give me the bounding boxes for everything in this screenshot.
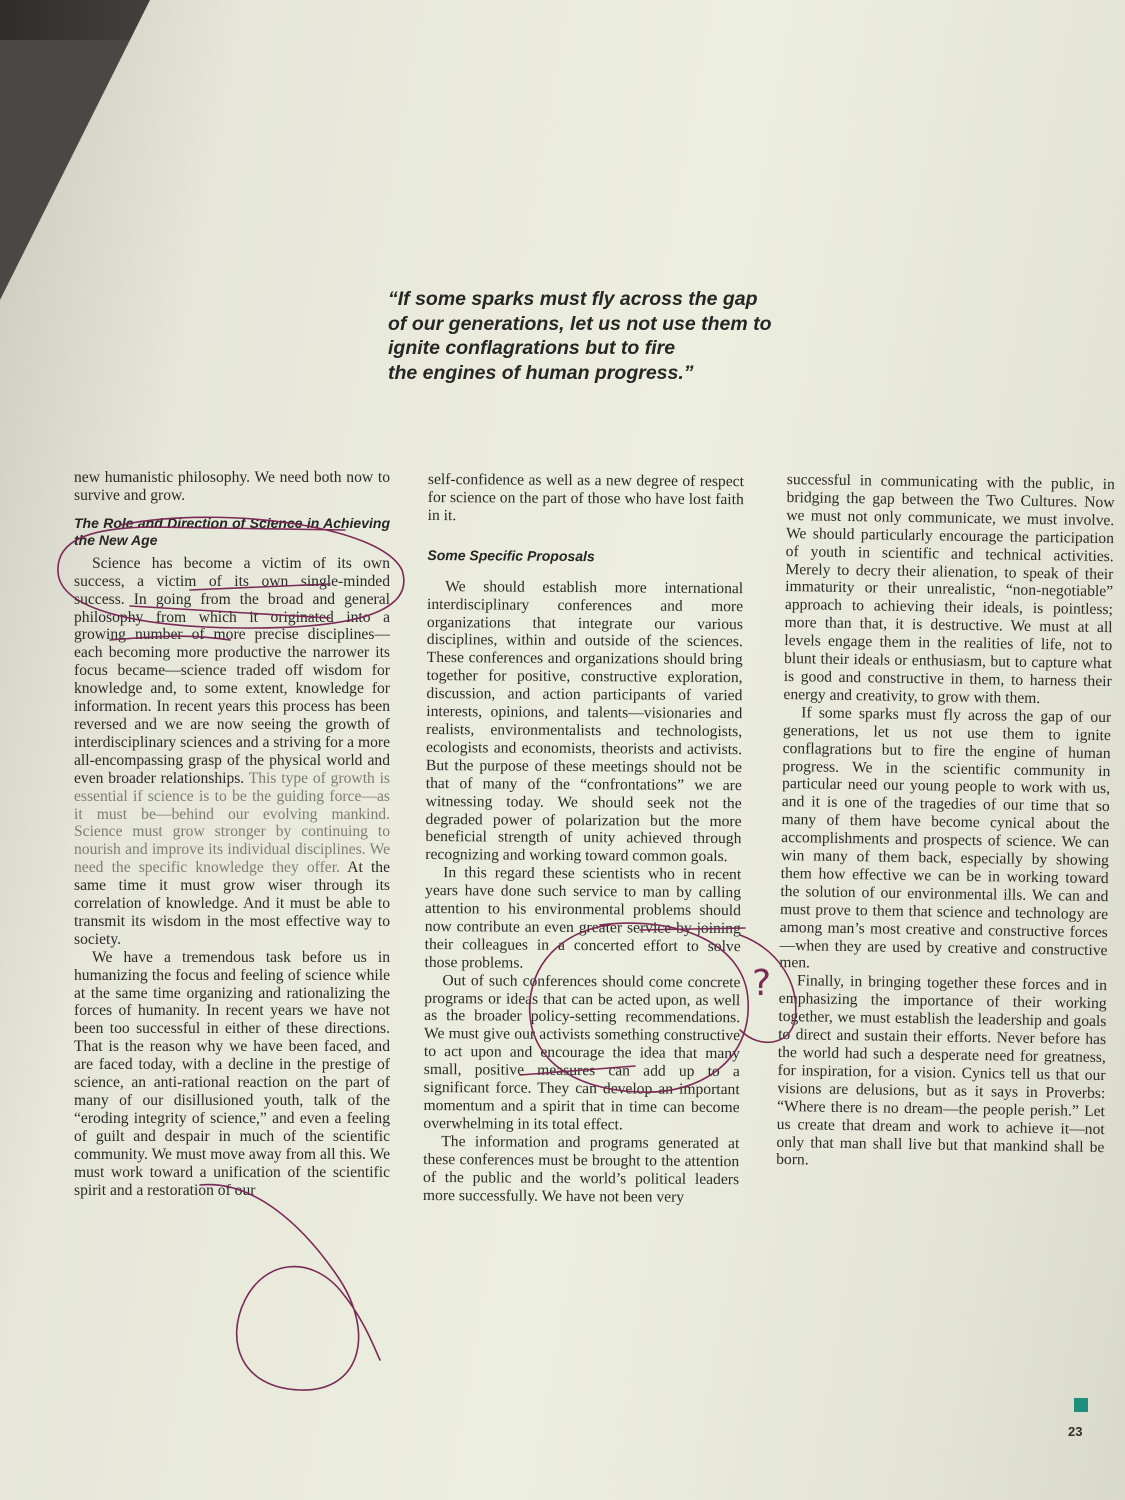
paragraph: We have a tremendous task before us in humanizing the focus and feeling of science while at the same time organizing and rationalizing the forces of humanity. In recent years we have not been too successful in either of these directions. That is the reason why we have been faced, and are faced today, with a decline in the prestige of science, an anti-rational reaction on the part of many of our disillusioned youth, talk of the “eroding integrity of science,” and even a feeling of guilt and despair in much of the scientific community. We must move away from all this. We must work toward a unification of the scientific spirit and a restoration of our — [74, 948, 390, 1199]
paragraph: Out of such conferences should come concrete programs or ideas that can be acted upon, as well as the broader policy-setting recommendations. We must give our activists something constructive to act upon and encourage the idea that many small, positive measures can add up to a significant force. They can develop an important momentum and a spirit that in time can become overwhelming in its total effect. — [423, 971, 741, 1134]
paragraph: self-confidence as well as a new degree of respect for science on the part of those who have lost faith in it. — [427, 471, 744, 525]
paragraph: new humanistic philosophy. We need both now to survive and grow. — [74, 469, 390, 504]
pull-quote: “If some sparks must fly across the gap of our generations, let us not use them to ignite conflagrations but to fire the engines of human progress.” — [388, 288, 772, 384]
question-mark-annotation: ? — [752, 963, 772, 1004]
paragraph: If some sparks must fly across the gap of our generations, let us not use them to ignite conflagrations but to fire the engine of human progress. We in the scientific community in particular need our young people to work with us, and it is one of the tragedies of our time that so many of them have become cynical about the accomplishments and prospects of science. We can win many of them back, especially by showing them how effective we can be in working toward the solution of our environmental ills. We can and must prove to them that science and technology are among man’s most creative and constructive forces—when they are used by creative and constructive men. — [779, 704, 1112, 972]
page-number: 23 — [1068, 1424, 1083, 1439]
paragraph-text: At the same time it must grow wiser through its correlation of knowledge. And it must be able to transmit its wisdom in the most effective way to society. — [74, 859, 390, 948]
text-column-3 — [776, 471, 1115, 1174]
paragraph: successful in communicating with the public, in bridging the gap between the Two Cultures. Now we must not only communicate, we must involve. We should particularly encourage the participation of youth in scientific and technical activities. Merely to decry their alienation, to speak of their immaturity or their unrealistic, “non-negotiable” approach to achieving their ideals, is pointless; more than that, it is destructive. We must at all levels engage them in the realities of life, not to blunt their ideals or enthusiasm, but to capture what is good and constructive in them, to harness their energy and creativity, to grow with them. — [783, 471, 1115, 707]
text-column-2 — [423, 471, 744, 1207]
paragraph — [74, 555, 390, 949]
paragraph: In this regard these scientists who in recent years have done such service to man by calling attention to his environmental problems should now contribute an even greater service by joining their colleagues in a concerted effort to solve those problems. — [424, 864, 742, 972]
paragraph-text: Science has become a victim of its own success, a victim of its own single-minded success. In going from the broad and general philosophy from which it originated into a growing number of more precise disciplines—each becoming more productive the narrower its focus became—science traded off wisdom for knowledge and, to some extent, knowledge for information. In recent years this process has been reversed and we are now seeing the growth of interdisciplinary sciences and a striving for a more all-encompassing grasp of the physical world and even broader relationships. — [74, 554, 390, 787]
paragraph: We should establish more international interdisciplinary conferences and more organizations that integrate our various disciplines, within and outside of the sciences. These conferences and organizations should bring together for positive, constructive exploration, discussion, and action participants of varied interests, opinions, and talents—visionaries and realists, environmentalists and technologists, ecologists and economists, theorists and activists. But the purpose of these meetings should not be that of many of the “confrontations” we are witnessing today. We should seek not the degraded power of polarization but the more beneficial strength of unity achieved through recognizing and working toward common goals. — [425, 577, 744, 866]
paragraph: The information and programs generated at these conferences must be brought to the attention of the public and the world’s political leaders more successfully. We have not been very — [422, 1132, 740, 1206]
section-heading-role-of-science: The Role and Direction of Science in Achieving the New Age — [74, 514, 390, 548]
text-column-1 — [74, 469, 390, 1199]
section-heading-specific-proposals: Some Specific Proposals — [427, 546, 595, 564]
faded-text: This type of growth is essential if science is to be the guiding force—as it must be—behind our evolving mankind. Science must grow stronger by continuing to nourish and improve its individual disciplines. We need the specific knowledge they offer. — [74, 769, 391, 877]
paragraph: Finally, in bringing together these forces and in emphasizing the importance of their working together, we must establish the leadership and goals to direct and sustain their efforts. Never before has the world had such a desperate need for greatness, for inspiration, for a vision. Cynics tell us that our visions are delusions, but as it says in Proverbs: “Where there is no dream—the people perish.” Let us create that dream and work to achieve it—not only that man shall live but that mankind shall be born. — [776, 972, 1108, 1169]
end-marker-icon — [1074, 1398, 1088, 1412]
